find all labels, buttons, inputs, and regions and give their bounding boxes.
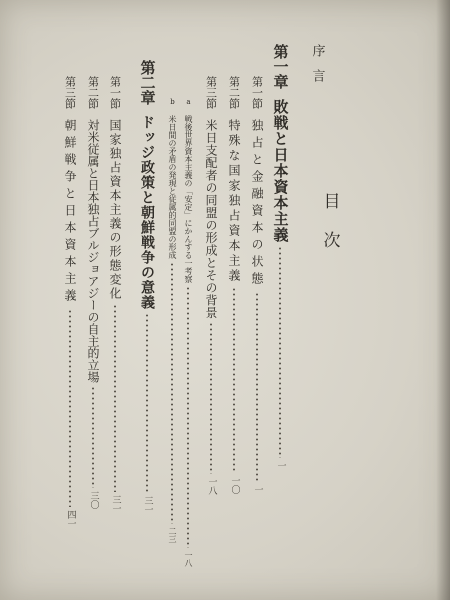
leader-dots [187, 286, 189, 548]
ch2-section-2-label: 第二節 [86, 76, 100, 109]
ch2-section-3-label: 第三節 [63, 76, 77, 109]
toc-heading [318, 192, 340, 270]
ch2-section-1-row [104, 76, 126, 513]
ch1-subsection-a-title: 戦後世界資本主義の「安定」にかんする一考察 [184, 115, 193, 283]
leader-dots [92, 386, 94, 488]
ch1-section-3-row [200, 76, 222, 495]
ch2-section-1-title: 国家独占資本主義の形態変化 [108, 119, 122, 301]
leader-dots [210, 322, 212, 474]
ch1-subsection-b-title: 米日間の矛盾の発現と従属的同盟の形成 [168, 115, 177, 259]
ch1-section-3-label: 第三節 [204, 76, 218, 109]
ch1-section-2-label: 第二節 [227, 76, 241, 109]
leader-dots [69, 309, 71, 507]
ch2-section-3-title: 朝鮮戦争と日本資本主義 [63, 119, 77, 306]
chapter-1-title: 敗戦と日本資本主義 [271, 99, 290, 243]
ch1-subsection-b-row [164, 98, 180, 543]
chapter-1-row [269, 44, 291, 470]
leader-dots [233, 287, 235, 473]
ch1-section-2-page: 一〇 [229, 476, 240, 494]
ch1-subsection-a-row [180, 98, 196, 567]
ch1-section-2-title: 特殊な国家独占資本主義 [227, 119, 241, 284]
leader-dots [256, 292, 258, 482]
ch1-section-1-title: 独占と金融資本の状態 [250, 119, 264, 289]
ch2-section-3-row [59, 76, 81, 528]
ch2-section-2-title: 対米従属と日本独占ブルジョアジーの自主的立場 [86, 119, 100, 383]
ch1-section-3-page: 一八 [206, 477, 217, 495]
ch1-subsection-b-label: b [168, 98, 177, 106]
preface-text: 序言 [309, 44, 325, 94]
chapter-2-page: 三一 [142, 496, 153, 514]
leader-dots [146, 313, 148, 493]
toc-heading-text: 目次 [319, 192, 340, 270]
chapter-2-row [136, 60, 158, 514]
chapter-1-page: 一 [275, 461, 286, 470]
ch1-section-1-row [246, 76, 268, 494]
ch2-section-3-page: 四一 [65, 510, 76, 528]
ch1-section-1-label: 第一節 [250, 76, 264, 109]
ch1-section-2-row [223, 76, 245, 494]
preface-row [306, 44, 328, 94]
ch2-section-1-page: 三一 [110, 495, 121, 513]
leader-dots [279, 246, 281, 458]
ch1-subsection-a-label: a [184, 98, 193, 106]
ch1-section-3-title: 米日支配者の同盟の形成とその背景 [204, 119, 218, 319]
chapter-1-label: 第一章 [271, 44, 290, 89]
ch1-section-1-page: 一 [252, 485, 263, 494]
ch2-section-2-page: 三〇 [88, 491, 99, 509]
ch2-section-1-label: 第一節 [108, 76, 122, 109]
leader-dots [171, 262, 173, 524]
chapter-2-title: ドッジ政策と朝鮮戦争の意義 [139, 115, 155, 310]
leader-dots [114, 304, 116, 492]
chapter-2-label: 第二章 [138, 60, 157, 105]
ch1-subsection-a-page: 一八 [184, 551, 193, 567]
ch2-section-2-row [82, 76, 104, 509]
ch1-subsection-b-page: 二三 [168, 527, 177, 543]
